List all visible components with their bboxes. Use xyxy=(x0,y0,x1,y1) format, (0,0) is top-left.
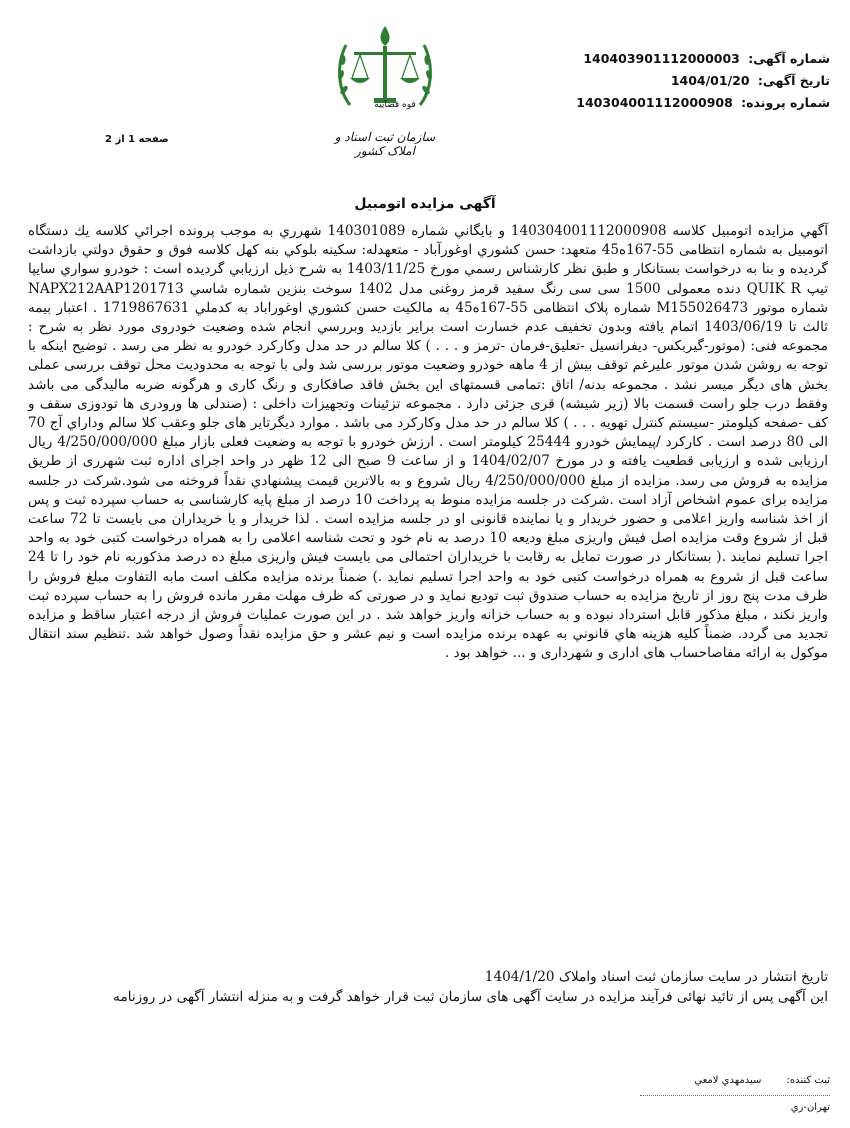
ad-number-label: شماره آگهی: xyxy=(748,51,830,66)
registry-city: تهران-ري xyxy=(790,1102,830,1113)
registrar xyxy=(560,1075,830,1086)
page-indicator: صفحه 1 از 2 xyxy=(105,134,169,145)
ad-date-label: تاریخ آگهی: xyxy=(757,73,830,88)
ad-date: 1404/01/20 xyxy=(670,73,750,88)
auction-body-paragraph: آگهي مزايده اتومبيل كلاسه 140304001112000908 و بايگاني شماره 140301089 شهرري به موجب پرونده اجرائي كلاسه يك دستگاه اتومبيل به شماره انتظامی 55-167ه45 متعهد: حسن كشوري اوغورآباد - متعهدله: سكينه بلوكي بنه كهل كلاسه فوق و حقوق دولتي بازداشت گرديده و بنا به درخواست بستانكار و طبق نظر كارشناس رسمي مورخ 1403/11/25 به شرح ذيل ارزيابي گرديده است : خودرو سواري سايپا تيپ QUIK R دنده معمولی 1500 سی سی رنگ سفيد قرمز روغنی مدل 1402 سوخت بنزين شماره شاسي NAPX212AAP1201713 شماره موتور M155026473 شماره پلاک انتظامی 55-167ه45 به مالكيت حسن كشوري اوغوراباد به كدملي 1719867631 . اعتبار بيمه ثالث تا 1403/06/19 اتمام يافته وبدون تخفيف عدم خسارت است براير بازديد وبررسي انجام شده وضعيت خودروی مورد نظر به شرح : مجموعه فنی: (موتور-گيربكس- ديفرانسيل -تعليق-فرمان -ترمز و . . . ) كلا سالم در حد مدل وكاركرد خودرو به نظر می رسد . توضيح اينكه با توجه به روشن شدن موتور عليرغم توقف بيش از 4 ماهه خودرو وضعيت موتور بررسی شد ولی با توجه به محدوديت محل توقف بررسی عملی بخش های ديگر ميسر نشد . مجموعه بدنه/ اتاق :تمامی قسمتهای اين بخش فاقد صافكاری و رنگ كاری و هرگونه ضربه ماليدگی می باشد وفقط درب جلو راست قسمت بالا (زير شيشه) قری جزئی دارد . مجموعه تزئينات وتجهيزات داخلی : (صندلی ها ورودری ها تودوزی سقف و كف -صفحه كيلومتر -سيستم كنترل تهويه . . . ) كلا سالم در حد مدل وكاركرد می باشد . موارد ديگرتاير های جلو وعقب كلا سالم وداراي آج 70 الی 80 درصد است . كاركرد /پيمايش خودرو 25444 كيلومتر است . ارزش خودرو با توجه به وضعيت فعلی بازار مبلغ 4/250/000/000 ريال ارزيابی شده و ارزيابی قطعيت يافته و در مورخ 1404/02/07 و از ساعت 9 صبح الی 12 ظهر در واحد اجرای اداره ثبت شهرری از طريق مزايده به فروش می رسد. مزايده از مبلغ 4/250/000/000 ريال شروع و به بالاترين قيمت پيشنهادي نقداً فروخته می شود.شركت در جلسه مزايده برای عموم اشخاص آزاد است .شركت در جلسه مزايده منوط به پرداخت 10 درصد از مبلغ پايه كارشناسی به حساب سپرده ثبت و پس از اخذ شناسه واريز اعلامی و حضور خريدار و يا نماينده قانونی او در جلسه مزايده است . لذا خريدار و يا خريداران می بايست تا 72 ساعت قبل از شروع وقت مزايده اصل فيش واريزی مبلغ وديعه 10 درصد به نام خود و تحت شناسه اعلامی را به همراه درخواست كتبی خود به واحد اجرا تسليم نمايند .( بستانكار در صورت تمايل به رقابت با خريداران احتمالی می بايست فيش واريزی مبلغ ده درصد مذكوربه نام خود را تا 24 ساعت قبل از شروع به همراه درخواست كتبی خود به واحد اجرا تسليم نمايد .) ضمناً برنده مزايده مكلف است مابه التفاوت مبلغ فروش را ظرف مدت پنج روز از تاريخ مزايده به حساب صندوق ثبت توديع نمايد و در صورتی كه ظرف مهلت مقرر مانده فروش را به حساب سپرده ثبت واريز نكند ، مبلغ مذكور قابل استرداد نبوده و به حساب خزانه واريز خواهد شد . در اين صورت عمليات فروش از درجه اعتبار ساقط و مزايده تجديد می گردد. ضمناً كليه هزينه هاي قانوني به عهده برنده مزايده است و نيم عشر و حق مزايده نقداً وصول خواهد شد .تنظيم سند انتقال موكول به ارائه مفاصاحساب های اداری و شهرداری و ... خواهد بود . xyxy=(28,223,829,662)
ad-meta xyxy=(510,48,830,114)
auction-body xyxy=(28,222,828,664)
document-title: آگهی مزایده اتومبیل xyxy=(354,196,496,212)
file-number: 140304001112000908 xyxy=(576,95,733,110)
ad-number-row xyxy=(510,48,830,70)
file-number-row xyxy=(510,92,830,114)
registrar-divider xyxy=(640,1095,830,1096)
registrar-name: سیدمهدي لامعي xyxy=(694,1075,762,1086)
file-number-label: شماره پرونده: xyxy=(741,95,830,110)
ad-number: 140403901112000003 xyxy=(583,51,740,66)
organization-name: سازمان ثبت اسناد و املاک کشور xyxy=(334,130,436,158)
publication-notice: این آگهی پس از تائید نهائی فرآیند مزایده در سایت آگهی های سازمان ثبت قرار خواهد گرفت و به منزله انتشار آگهی در روزنامه xyxy=(113,989,828,1005)
ad-date-row xyxy=(510,70,830,92)
judiciary-name: قوه قضاییه xyxy=(374,100,416,110)
publish-date-line: تاریخ انتشار در سایت سازمان ثبت اسناد واملاک 1404/1/20 xyxy=(484,969,828,985)
registrar-label: ثبت کننده: xyxy=(786,1075,830,1086)
